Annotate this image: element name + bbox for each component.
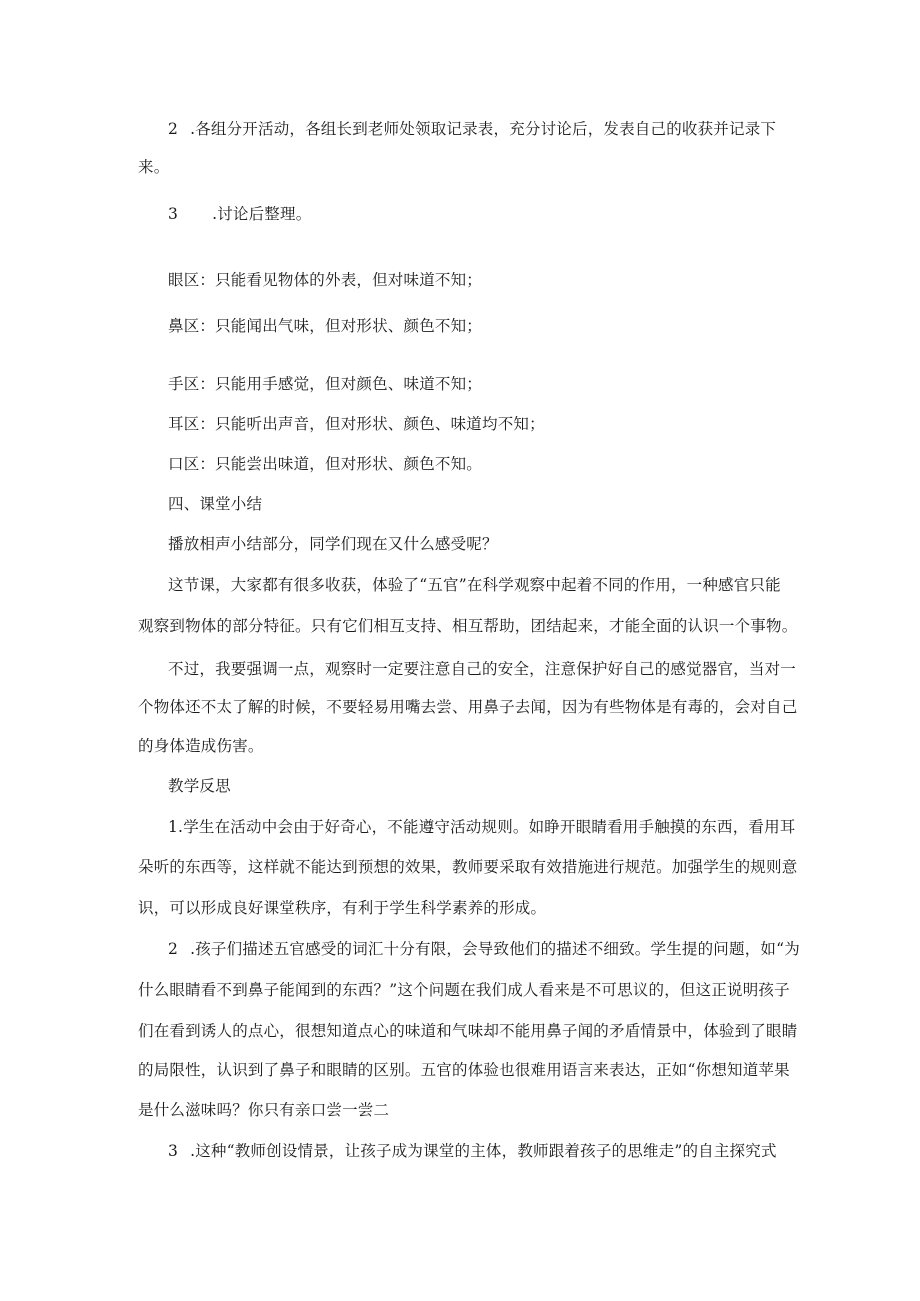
paragraph-text: .各组分开活动，各组长到老师处领取记录表，充分讨论后，发表自己的收获并记录下 — [190, 120, 777, 138]
reflection-item-2-continued: 什么眼睛看不到鼻子能闻到的东西？”这个问题在我们成人看来是不可思议的，但这正说明孩子 — [138, 981, 790, 999]
paragraph-text: .这种“教师创设情景，让孩子成为课堂的主体，教师跟着孩子的思维走”的自主探究式 — [190, 1142, 777, 1160]
eye-zone-text: 眼区：只能看见物体的外表，但对味道不知； — [168, 271, 483, 289]
paragraph-text-continued: 来。 — [138, 158, 170, 176]
mouth-zone-text: 口区：只能尝出味道，但对形状、颜色不知。 — [168, 455, 483, 473]
reflection-item-2 — [168, 942, 800, 958]
paragraph-step-3 — [168, 207, 311, 223]
nose-zone-text: 鼻区：只能闻出气味，但对形状、颜色不知； — [168, 317, 483, 335]
section-heading-summary: 四、课堂小结 — [168, 495, 263, 513]
step-number: 3 — [168, 205, 179, 223]
reflection-item-2-continued: 们在看到诱人的点心，很想知道点心的味道和气味却不能用鼻子闻的矛盾情景中，体验到了眼睛 — [138, 1022, 798, 1040]
item-number: 3 — [168, 1142, 179, 1160]
summary-paragraph-3: 不过，我要强调一点，观察时一定要注意自己的安全，注意保护好自己的感觉器官，当对一 — [168, 660, 797, 678]
reflection-item-2-continued: 是什么滋味吗？你只有亲口尝一尝二 — [138, 1101, 390, 1119]
reflection-item-1-continued: 朵听的东西等，这样就不能达到预想的效果，教师要采取有效措施进行规范。加强学生的规则意 — [138, 858, 798, 876]
reflection-item-2-continued: 的局限性，认识到了鼻子和眼睛的区别。五官的体验也很难用语言来表达，正如“你想知道苹果 — [138, 1061, 790, 1079]
ear-zone-text: 耳区：只能听出声音，但对形状、颜色、味道均不知； — [168, 415, 545, 433]
summary-paragraph-3-continued: 的身体造成伤害。 — [138, 737, 264, 755]
hand-zone-text: 手区：只能用手感觉，但对颜色、味道不知； — [168, 375, 483, 393]
reflection-item-1-continued: 识，可以形成良好课堂秩序，有利于学生科学素养的形成。 — [138, 899, 547, 917]
summary-paragraph-1: 播放相声小结部分，同学们现在又什么感受呢？ — [168, 535, 498, 553]
summary-paragraph-2-continued: 观察到物体的部分特征。只有它们相互支持、相互帮助，团结起来，才能全面的认识一个事物。 — [138, 617, 798, 635]
paragraph-text: .讨论后整理。 — [212, 205, 312, 223]
reflection-item-1: 1.学生在活动中会由于好奇心，不能遵守活动规则。如睁开眼睛看用手触摸的东西，看用耳 — [168, 818, 796, 836]
section-heading-reflection: 教学反思 — [168, 777, 231, 795]
summary-paragraph-2: 这节课，大家都有很多收获，体验了“五官”在科学观察中起着不同的作用，一种感官只能 — [168, 576, 781, 594]
summary-paragraph-3-continued: 个物体还不太了解的时候，不要轻易用嘴去尝、用鼻子去闻，因为有些物体是有毒的，会对自己 — [138, 698, 798, 716]
item-number: 2 — [168, 940, 179, 958]
reflection-item-3 — [168, 1144, 777, 1160]
paragraph-text: .孩子们描述五官感受的词汇十分有限，会导致他们的描述不细致。学生提的问题，如“为 — [190, 940, 800, 958]
paragraph-step-2 — [168, 122, 776, 138]
step-number: 2 — [168, 120, 179, 138]
